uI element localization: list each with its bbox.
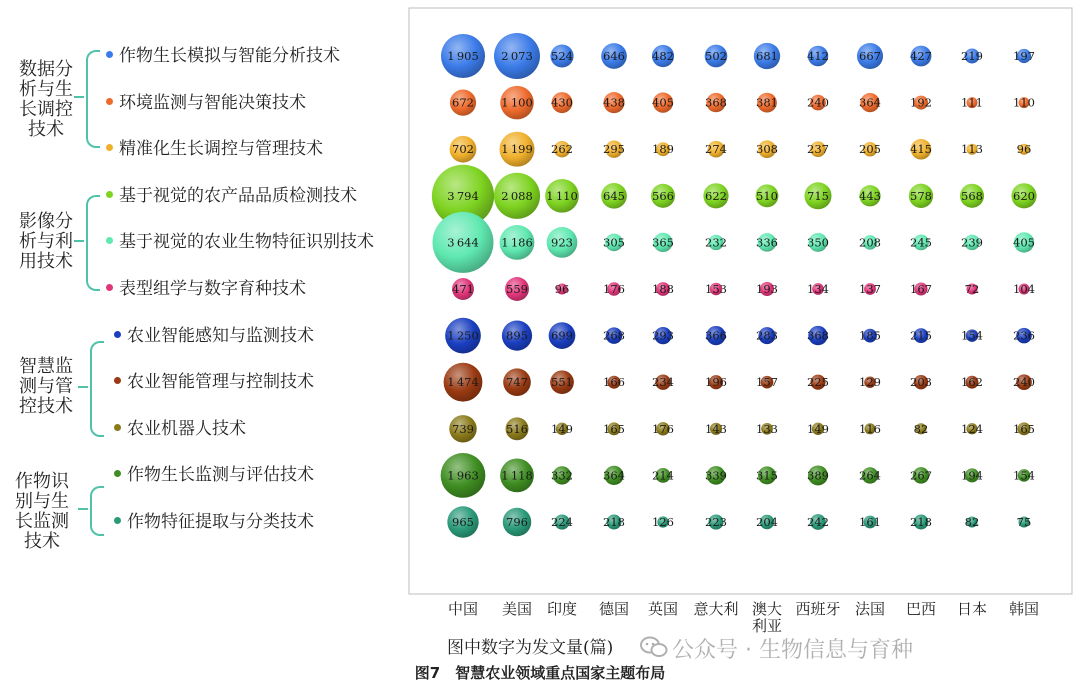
- bubble-value-label: 405: [1013, 235, 1035, 250]
- bubble-value-label: 3 794: [447, 188, 479, 203]
- bubble-value-label: 1 100: [501, 95, 533, 110]
- legend-dot-icon: [106, 237, 113, 244]
- bubble-value-label: 381: [756, 95, 778, 110]
- bubble-value-label: 305: [603, 235, 625, 250]
- legend-dot-icon: [114, 424, 121, 431]
- bubble-value-label: 2 088: [501, 188, 533, 203]
- bubble-value-label: 153: [705, 282, 727, 296]
- bubble-value-label: 237: [807, 142, 829, 157]
- bubble-value-label: 471: [452, 282, 474, 296]
- x-tick-label-line: 巴西: [905, 600, 936, 618]
- bubble-value-label: 3 644: [447, 235, 479, 250]
- legend-dot-icon: [106, 191, 113, 198]
- bubble-value-label: 166: [603, 375, 625, 390]
- legend-dot-icon: [106, 51, 113, 58]
- bubble-value-label: 149: [551, 421, 573, 436]
- row-label: [114, 463, 314, 487]
- bubble-value-label: 104: [1013, 282, 1035, 296]
- group-label-smart-monitoring: 智慧监 测与管 控技术: [19, 356, 73, 417]
- bubble-value-label: 96: [1016, 142, 1032, 157]
- bubble-value-label: 189: [652, 142, 674, 157]
- x-tick-label: [944, 601, 1000, 618]
- row-label-text: 作物生长监测与评估技术: [127, 465, 314, 486]
- bubble-value-label: 197: [1013, 49, 1035, 63]
- bubble-value-label: 110: [1013, 95, 1035, 110]
- legend-dot-icon: [114, 517, 121, 524]
- group-label-crop-recognition: 作物识 别与生 长监测 技术: [15, 471, 69, 552]
- bubble-value-label: 923: [551, 235, 573, 250]
- bubble-value-label: 274: [705, 142, 727, 157]
- bubble-value-label: 242: [807, 515, 829, 529]
- bubble-value-label: 559: [506, 282, 528, 296]
- bubble-value-label: 699: [551, 328, 573, 343]
- bubble-value-label: 96: [554, 282, 570, 296]
- legend-dot-icon: [106, 144, 113, 151]
- bubble-value-label: 82: [913, 421, 929, 436]
- bubble-value-label: 162: [961, 375, 983, 390]
- bubble-value-label: 715: [807, 188, 829, 203]
- bubble-value-label: 332: [551, 468, 573, 483]
- bubble-value-label: 438: [603, 95, 625, 110]
- bubble-value-label: 194: [961, 468, 983, 483]
- row-label: [106, 137, 323, 161]
- bubble-value-label: 203: [910, 375, 932, 390]
- bubble-value-label: 268: [603, 328, 625, 343]
- x-tick-label: [996, 601, 1052, 618]
- x-tick-label-line: 英国: [647, 600, 678, 618]
- watermark: [672, 633, 913, 664]
- row-label-text: 精准化生长调控与管理技术: [119, 139, 323, 160]
- bubble-value-label: 389: [807, 468, 829, 483]
- x-tick-label: [739, 601, 795, 635]
- bubble-value-label: 620: [1013, 188, 1035, 203]
- bubble-value-label: 167: [910, 282, 932, 296]
- row-label: [106, 184, 357, 208]
- bubble-value-label: 350: [807, 235, 829, 250]
- figure-title: 图7 智慧农业领域重点国家主题布局: [414, 664, 666, 682]
- bubble-value-label: 336: [756, 235, 778, 250]
- row-label-text: 农业智能管理与控制技术: [127, 372, 314, 393]
- bubble-value-label: 1 186: [501, 235, 533, 250]
- bubble-value-label: 124: [961, 421, 983, 436]
- bubble-value-label: 72: [964, 282, 980, 296]
- bubble-value-label: 524: [551, 49, 573, 63]
- bubble-value-label: 143: [705, 421, 727, 436]
- bubble-value-label: 129: [859, 375, 881, 390]
- bubble-value-label: 264: [859, 468, 881, 483]
- bubble-value-label: 1 118: [501, 468, 533, 483]
- x-tick-label: [586, 601, 642, 618]
- x-tick-label-line: 利亚: [751, 617, 782, 635]
- bubble-value-label: 502: [705, 49, 727, 63]
- group-bracket-tick: [78, 508, 88, 510]
- x-tick-label: [893, 601, 949, 618]
- bubble-value-label: 667: [859, 49, 881, 63]
- bubble-value-label: 308: [756, 142, 778, 157]
- bubble-value-label: 315: [756, 468, 778, 483]
- bubble-value-label: 578: [910, 188, 932, 203]
- legend-dot-icon: [114, 331, 121, 338]
- bubble-value-label: 204: [756, 515, 778, 529]
- bubble-value-label: 1 110: [546, 188, 578, 203]
- bubble-value-label: 551: [551, 375, 573, 390]
- bubble-value-label: 568: [961, 188, 983, 203]
- bubble-value-label: 412: [807, 49, 829, 63]
- row-label-text: 表型组学与数字育种技术: [119, 279, 306, 299]
- x-tick-label: [688, 601, 744, 618]
- group-bracket-tick: [74, 240, 84, 242]
- bubble-value-label: 111: [961, 95, 983, 110]
- bubble-value-label: 672: [452, 95, 474, 110]
- bubble-value-label: 214: [652, 468, 674, 483]
- x-tick-label-line: 意大利: [693, 600, 739, 618]
- bubble-value-label: 113: [961, 142, 983, 157]
- group-label-image-analysis: 影像分 析与利 用技术: [19, 211, 73, 272]
- bubble-value-label: 1 474: [447, 375, 479, 390]
- bubble-value-label: 134: [807, 282, 829, 296]
- bubble-value-label: 427: [910, 49, 932, 63]
- row-label: [114, 417, 246, 441]
- bubble-value-label: 82: [964, 515, 980, 529]
- bubble-value-label: 116: [859, 421, 881, 436]
- bubble-value-label: 193: [756, 282, 778, 296]
- bubble-value-label: 165: [603, 421, 625, 436]
- x-tick-label-line: 德国: [598, 600, 629, 618]
- bubble-value-label: 283: [756, 328, 778, 343]
- bubble-value-label: 239: [961, 235, 983, 250]
- bubble-value-label: 161: [859, 515, 881, 529]
- legend-dot-icon: [114, 377, 121, 384]
- legend-dot-icon: [106, 98, 113, 105]
- group-bracket-tick: [78, 386, 88, 388]
- bubble-value-label: 232: [705, 235, 727, 250]
- bubble-value-label: 681: [756, 49, 778, 63]
- row-label-text: 农业智能感知与监测技术: [127, 325, 314, 346]
- x-tick-label-line: 印度: [546, 600, 577, 618]
- row-label-text: 作物生长模拟与智能分析技术: [119, 46, 340, 66]
- bubble-value-label: 430: [551, 95, 573, 110]
- bubble-value-label: 895: [506, 328, 528, 343]
- bubble-value-label: 295: [603, 142, 625, 157]
- row-label-text: 环境监测与智能决策技术: [119, 92, 306, 113]
- x-tick-label: [790, 601, 846, 618]
- bubble-value-label: 208: [859, 235, 881, 250]
- group-bracket: [90, 341, 104, 437]
- row-label: [106, 44, 340, 68]
- bubble-value-label: 223: [705, 515, 727, 529]
- x-tick-label-line: 日本: [956, 600, 987, 618]
- bubble-value-label: 646: [603, 49, 625, 63]
- x-tick-label-line: 韩国: [1008, 600, 1039, 618]
- watermark-text: 公众号 · 生物信息与育种: [672, 638, 913, 663]
- bubble-value-label: 2 073: [501, 49, 533, 63]
- bubble-value-label: 293: [652, 328, 674, 343]
- bubble-value-label: 188: [652, 282, 674, 296]
- bubble-value-label: 245: [910, 235, 932, 250]
- bubble-value-label: 1 250: [447, 328, 479, 343]
- row-label: [114, 324, 314, 348]
- x-tick-label-line: 西班牙: [795, 600, 841, 618]
- bubble-value-label: 234: [652, 375, 674, 390]
- row-label-text: 基于视觉的农业生物特征识别技术: [119, 232, 374, 253]
- bubble-value-label: 154: [961, 328, 983, 343]
- bubble-value-label: 126: [652, 515, 674, 529]
- bubble-value-label: 176: [652, 421, 674, 436]
- bubble-value-label: 516: [506, 421, 528, 436]
- row-label: [106, 91, 306, 115]
- bubble-value-label: 702: [452, 142, 474, 157]
- bubble-value-label: 137: [859, 282, 881, 296]
- row-label-text: 农业机器人技术: [127, 418, 246, 439]
- row-label-text: 作物特征提取与分类技术: [127, 512, 314, 532]
- bubble-value-label: 1 905: [447, 49, 479, 63]
- bubble-value-label: 157: [756, 375, 778, 390]
- bubble-value-label: 185: [859, 328, 881, 343]
- bubble-value-label: 236: [1013, 328, 1035, 343]
- bubble-value-label: 192: [910, 95, 932, 110]
- row-label: [114, 370, 314, 394]
- legend-dot-icon: [106, 284, 113, 291]
- x-tick-label-line: 法国: [854, 600, 885, 618]
- bubble-value-label: 566: [652, 188, 674, 203]
- bubble-value-label: 149: [807, 421, 829, 436]
- bubble-value-label: 240: [807, 95, 829, 110]
- x-axis-label: 图中数字为发文量(篇): [447, 638, 614, 658]
- bubble-value-label: 176: [603, 282, 625, 296]
- x-tick-label: [435, 601, 491, 618]
- row-label: [114, 510, 314, 534]
- bubble-value-label: 796: [506, 515, 528, 529]
- bubble-value-label: 622: [705, 188, 727, 203]
- bubble-value-label: 262: [551, 142, 573, 157]
- bubble-value-label: 267: [910, 468, 932, 483]
- bubble-value-label: 154: [1013, 468, 1035, 483]
- bubble-value-label: 218: [910, 515, 932, 529]
- bubble-value-label: 364: [603, 468, 625, 483]
- group-label-data-analysis: 数据分 析与生 长调控 技术: [19, 59, 73, 140]
- group-bracket: [90, 486, 104, 536]
- legend-dot-icon: [114, 470, 121, 477]
- x-tick-label-line: 美国: [501, 600, 532, 618]
- bubble-value-label: 645: [603, 188, 625, 203]
- bubble-value-label: 405: [652, 95, 674, 110]
- bubble-value-label: 747: [506, 375, 528, 390]
- bubble-value-label: 75: [1016, 515, 1032, 529]
- bubble-value-label: 415: [910, 142, 932, 157]
- bubble-value-label: 339: [705, 468, 727, 483]
- bubble-value-label: 368: [807, 328, 829, 343]
- bubble-value-label: 368: [705, 95, 727, 110]
- bubble-value-label: 965: [452, 515, 474, 529]
- bubble-value-label: 196: [705, 375, 727, 390]
- bubble-value-label: 218: [603, 515, 625, 529]
- wechat-icon: [640, 635, 668, 659]
- x-tick-label: [635, 601, 691, 618]
- x-tick-label-line: 澳大: [751, 600, 782, 618]
- bubble-value-label: 366: [705, 328, 727, 343]
- bubble-value-label: 443: [859, 188, 881, 203]
- x-tick-label: [534, 601, 590, 618]
- bubble-value-label: 219: [961, 49, 983, 63]
- bubble-value-label: 133: [756, 421, 778, 436]
- bubble-value-label: 1 199: [501, 142, 533, 157]
- x-tick-label: [842, 601, 898, 618]
- bubble-value-label: 364: [859, 95, 881, 110]
- bubble-value-label: 215: [910, 328, 932, 343]
- group-bracket: [86, 195, 100, 291]
- row-label: [106, 277, 306, 301]
- x-tick-label-line: 中国: [447, 600, 478, 618]
- bubble-value-label: 225: [807, 375, 829, 390]
- bubble-value-label: 224: [551, 515, 573, 529]
- bubble-value-label: 205: [859, 142, 881, 157]
- bubble-value-label: 240: [1013, 375, 1035, 390]
- row-label: [106, 230, 374, 254]
- row-label-text: 基于视觉的农产品品质检测技术: [119, 185, 357, 206]
- bubble-value-label: 510: [756, 188, 778, 203]
- bubble-value-label: 365: [652, 235, 674, 250]
- bubble-value-label: 482: [652, 49, 674, 63]
- bubble-value-label: 739: [452, 421, 474, 436]
- group-bracket: [86, 50, 100, 148]
- bubble-value-label: 165: [1013, 421, 1035, 436]
- group-bracket-tick: [74, 96, 84, 98]
- bubble-value-label: 1 963: [447, 468, 479, 483]
